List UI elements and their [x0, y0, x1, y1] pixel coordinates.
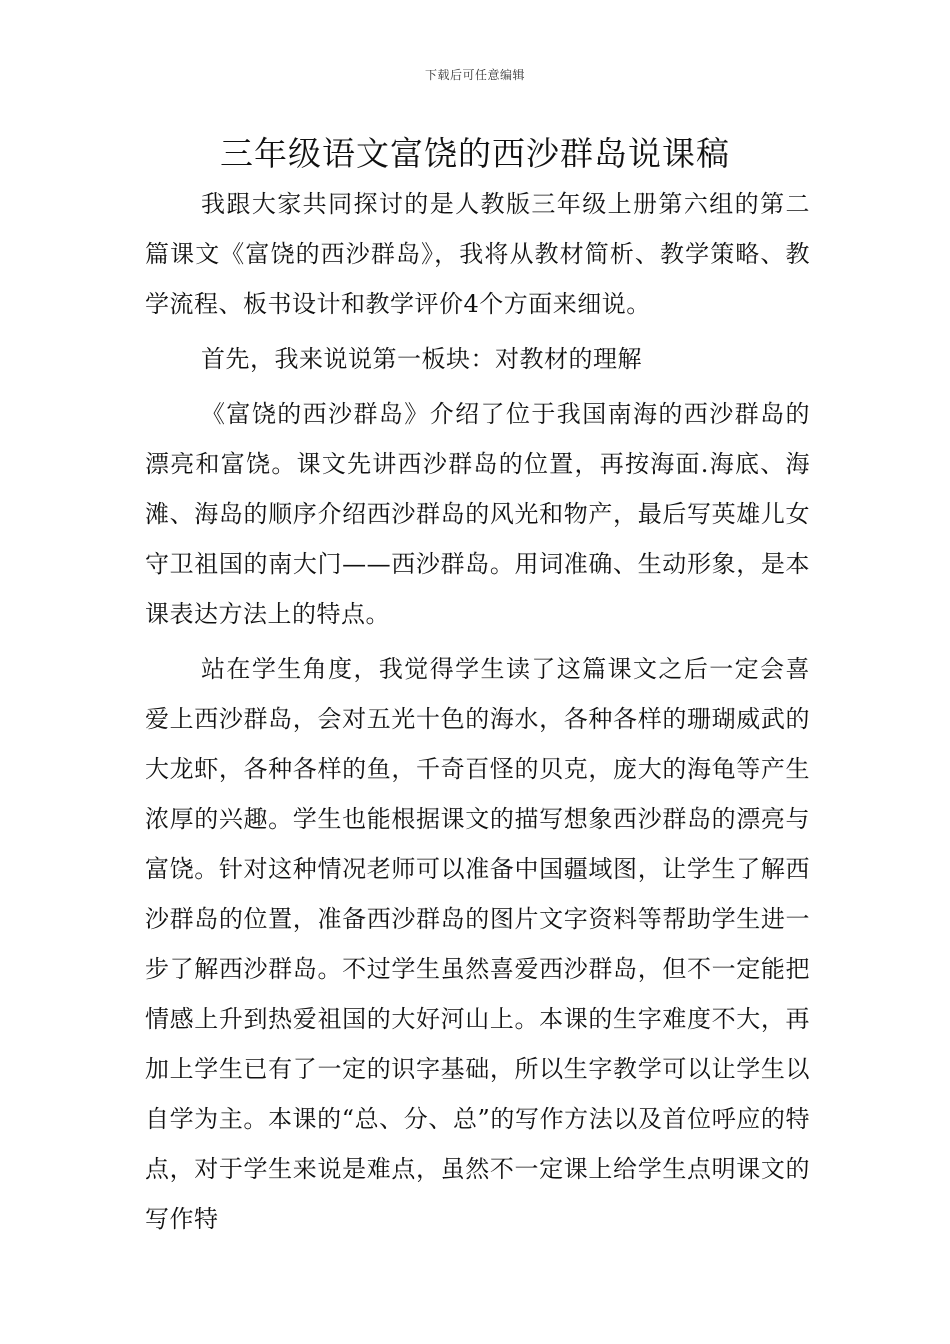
paragraph-student-perspective: 站在学生角度，我觉得学生读了这篇课文之后一定会喜爱上西沙群岛，会对五光十色的海水，各种各样的珊瑚威武的大龙虾，各种各样的鱼，千奇百怪的贝克，庞大的海龟等产生浓厚的兴趣。学生也能根据课文的描写想象西沙群岛的漂亮与富饶。针对这种情况老师可以准备中国疆域图，让学生了解西沙群岛的位置，准备西沙群岛的图片文字资料等帮助学生进一步了解西沙群岛。不过学生虽然喜爱西沙群岛，但不一定能把情感上升到热爱祖国的大好河山上。本课的生字难度不大，再加上学生已有了一定的识字基础，所以生字教学可以让学生以自学为主。本课的“总、分、总”的写作方法以及首位呼应的特点，对于学生来说是难点，虽然不一定课上给学生点明课文的写作特	[145, 655, 810, 1233]
document-body	[145, 179, 810, 1244]
paragraph-textbook-summary: 《富饶的西沙群岛》介绍了位于我国南海的西沙群岛的漂亮和富饶。课文先讲西沙群岛的位置，再按海面.海底、海滩、海岛的顺序介绍西沙群岛的风光和物产，最后写英雄儿女守卫祖国的南大门——西沙群岛。用词准确、生动形象，是本课表达方法上的特点。	[145, 400, 810, 628]
document-title: 三年级语文富饶的西沙群岛说课稿	[220, 134, 730, 173]
header-note: 下载后可任意编辑	[424, 68, 525, 82]
paragraph-section-heading: 首先，我来说说第一板块：对教材的理解	[201, 345, 642, 373]
paragraph-intro: 我跟大家共同探讨的是人教版三年级上册第六组的第二篇课文《富饶的西沙群岛》，我将从教材简析、教学策略、教学流程、板书设计和教学评价4个方面来细说。	[145, 190, 810, 318]
